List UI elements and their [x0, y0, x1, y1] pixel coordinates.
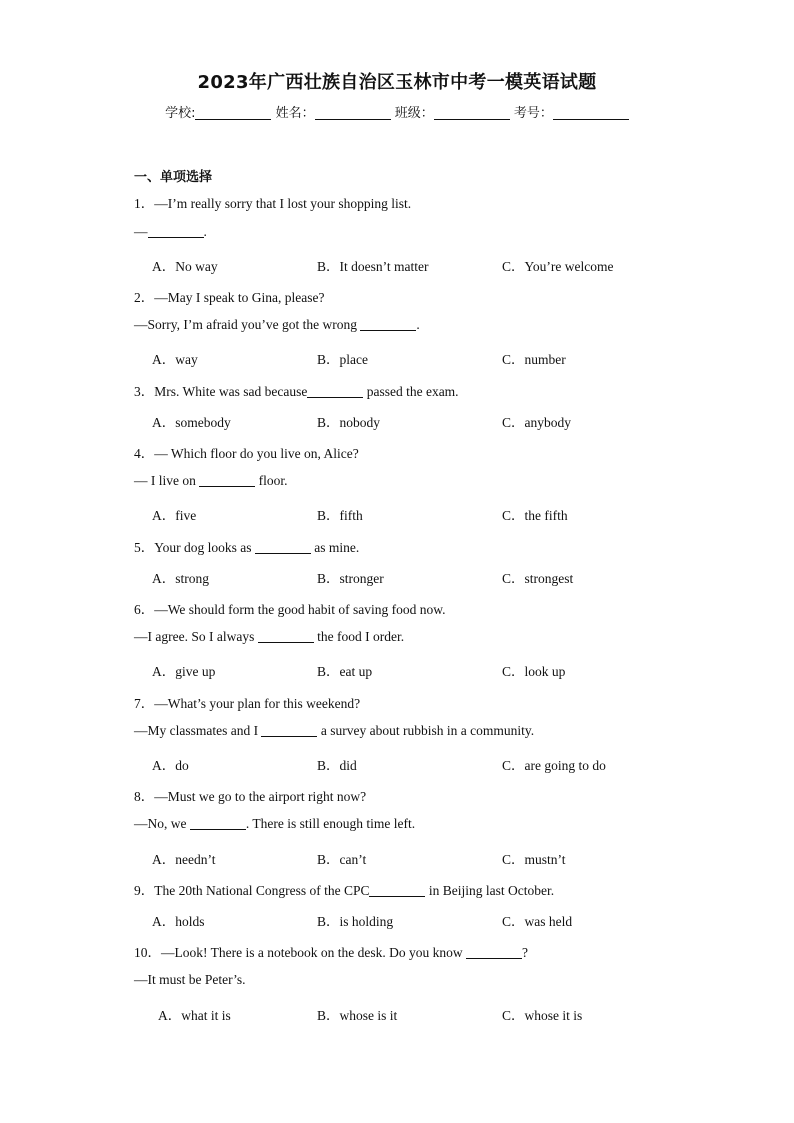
question-6-line-1: 6．—We should form the good habit of saving food now. — [134, 602, 446, 617]
name-label: 姓名： — [275, 106, 315, 121]
option-c[interactable]: C．anybody — [502, 415, 571, 430]
question-number: 1． — [134, 196, 155, 211]
question-1-line-2: — . — [134, 224, 207, 239]
school-label: 学校: — [165, 106, 196, 121]
question-number: 4． — [134, 446, 155, 461]
question-number: 8． — [134, 789, 155, 804]
option-b[interactable]: B．place — [317, 352, 368, 367]
option-a[interactable]: A．five — [152, 508, 197, 523]
option-a[interactable]: A．holds — [152, 914, 205, 929]
option-b[interactable]: B．nobody — [317, 415, 381, 430]
question-7-line-2: —My classmates and I a survey about rubbish in a community. — [134, 723, 535, 738]
section-title: 一、单项选择 — [134, 170, 213, 185]
question-10-line-2: —It must be Peter’s. — [134, 972, 246, 987]
question-7-line-1: 7．—What’s your plan for this weekend? — [134, 696, 361, 711]
exam-no-field[interactable] — [553, 105, 629, 120]
answer-blank[interactable] — [360, 317, 416, 331]
student-info-line — [0, 102, 794, 121]
option-c[interactable]: C．You’re welcome — [502, 259, 614, 274]
option-a[interactable]: A．give up — [152, 664, 216, 679]
answer-blank[interactable] — [261, 723, 317, 737]
option-a[interactable]: A．do — [152, 758, 189, 773]
option-b[interactable]: B．can’t — [317, 852, 367, 867]
option-c[interactable]: C．strongest — [502, 571, 574, 586]
option-a[interactable]: A．somebody — [152, 415, 231, 430]
question-10-line-1: 10．—Look! There is a notebook on the desk. Do you know ? — [134, 945, 528, 960]
answer-blank[interactable] — [199, 473, 255, 487]
question-2-line-2: —Sorry, I’m afraid you’ve got the wrong . — [134, 317, 420, 332]
answer-blank[interactable] — [148, 224, 204, 238]
answer-blank[interactable] — [258, 629, 314, 643]
option-a[interactable]: A．way — [152, 352, 198, 367]
answer-blank[interactable] — [190, 816, 246, 830]
option-c[interactable]: C．was held — [502, 914, 573, 929]
question-number: 9． — [134, 883, 155, 898]
question-4-line-1: 4．— Which floor do you live on, Alice? — [134, 446, 359, 461]
option-c[interactable]: C．number — [502, 352, 566, 367]
question-3-line-1: 3．Mrs. White was sad because passed the exam. — [134, 384, 459, 399]
answer-blank[interactable] — [369, 883, 425, 897]
option-c[interactable]: C．are going to do — [502, 758, 606, 773]
answer-blank[interactable] — [307, 384, 363, 398]
question-2-line-1: 2．—May I speak to Gina, please? — [134, 290, 325, 305]
school-field[interactable] — [195, 105, 271, 120]
question-number: 3． — [134, 384, 155, 399]
option-b[interactable]: B．It doesn’t matter — [317, 259, 429, 274]
question-number: 10． — [134, 945, 161, 960]
question-8-line-2: —No, we . There is still enough time left. — [134, 816, 416, 831]
answer-blank[interactable] — [255, 540, 311, 554]
option-b[interactable]: B．whose is it — [317, 1008, 398, 1023]
option-b[interactable]: B．is holding — [317, 914, 394, 929]
question-1-line-1: 1．—I’m really sorry that I lost your shopping list. — [134, 196, 412, 211]
option-c[interactable]: C．mustn’t — [502, 852, 566, 867]
name-field[interactable] — [315, 105, 391, 120]
question-number: 7． — [134, 696, 155, 711]
page-title: 2023年广西壮族自治区玉林市中考一模英语试题 — [197, 72, 597, 93]
question-9-line-1: 9．The 20th National Congress of the CPC in Beijing last October. — [134, 883, 555, 898]
option-c[interactable]: C．whose it is — [502, 1008, 583, 1023]
answer-blank[interactable] — [466, 945, 522, 959]
exam-no-label: 考号： — [513, 106, 553, 121]
option-a[interactable]: A．strong — [152, 571, 209, 586]
question-5-line-1: 5．Your dog looks as as mine. — [134, 540, 360, 555]
option-a[interactable]: A．No way — [152, 259, 218, 274]
option-c[interactable]: C．look up — [502, 664, 566, 679]
option-b[interactable]: B．eat up — [317, 664, 373, 679]
question-6-line-2: —I agree. So I always the food I order. — [134, 629, 405, 644]
class-label: 班级： — [394, 106, 434, 121]
question-4-line-2: — I live on floor. — [134, 473, 288, 488]
option-b[interactable]: B．stronger — [317, 571, 384, 586]
option-b[interactable]: B．fifth — [317, 508, 363, 523]
class-field[interactable] — [434, 105, 510, 120]
question-number: 5． — [134, 540, 155, 555]
option-a[interactable]: A．needn’t — [152, 852, 216, 867]
question-8-line-1: 8．—Must we go to the airport right now? — [134, 789, 367, 804]
question-number: 6． — [134, 602, 155, 617]
option-a[interactable]: A．what it is — [158, 1008, 231, 1023]
option-c[interactable]: C．the fifth — [502, 508, 568, 523]
option-b[interactable]: B．did — [317, 758, 357, 773]
question-number: 2． — [134, 290, 155, 305]
